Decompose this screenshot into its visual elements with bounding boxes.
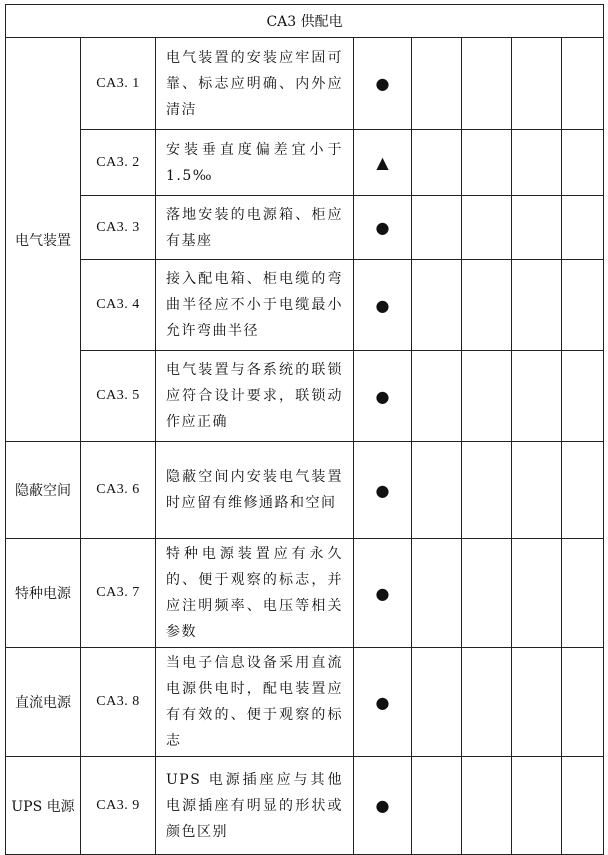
empty-cell (462, 351, 512, 442)
table-row (6, 351, 604, 442)
table-row (6, 260, 604, 351)
empty-cell (462, 38, 512, 130)
description-cell: 电气装置与各系统的联锁应符合设计要求，联锁动作应正确 (156, 351, 354, 442)
code-cell: CA3. 4 (81, 260, 156, 351)
category-cell: 隐蔽空间 (6, 442, 81, 539)
empty-cell (512, 757, 562, 855)
mark-cell: ● (354, 442, 412, 539)
mark-cell: ● (354, 196, 412, 260)
code-cell: CA3. 6 (81, 442, 156, 539)
empty-cell (512, 351, 562, 442)
empty-cell (512, 130, 562, 196)
code-cell: CA3. 3 (81, 196, 156, 260)
code-cell: CA3. 1 (81, 38, 156, 130)
empty-cell (562, 648, 604, 757)
mark-cell: ● (354, 757, 412, 855)
table-row (6, 196, 604, 260)
empty-cell (562, 38, 604, 130)
empty-cell (462, 757, 512, 855)
code-cell: CA3. 8 (81, 648, 156, 757)
empty-cell (562, 351, 604, 442)
table-row (6, 648, 604, 757)
empty-cell (462, 648, 512, 757)
empty-cell (412, 539, 462, 648)
empty-cell (512, 196, 562, 260)
empty-cell (412, 196, 462, 260)
table-row (6, 539, 604, 648)
description-cell: UPS 电源插座应与其他电源插座有明显的形状或颜色区别 (156, 757, 354, 855)
code-cell: CA3. 9 (81, 757, 156, 855)
mark-cell: ● (354, 539, 412, 648)
spec-table (5, 4, 604, 855)
category-cell: 特种电源 (6, 539, 81, 648)
category-cell: 直流电源 (6, 648, 81, 757)
table-row (6, 757, 604, 855)
mark-cell: ● (354, 38, 412, 130)
empty-cell (412, 351, 462, 442)
description-cell: 接入配电箱、柜电缆的弯曲半径应不小于电缆最小允许弯曲半径 (156, 260, 354, 351)
empty-cell (512, 260, 562, 351)
category-cell: 电气装置 (6, 38, 81, 442)
mark-cell: ● (354, 351, 412, 442)
description-cell: 当电子信息设备采用直流电源供电时，配电装置应有有效的、便于观察的标志 (156, 648, 354, 757)
code-cell: CA3. 2 (81, 130, 156, 196)
empty-cell (512, 38, 562, 130)
category-cell: UPS 电源 (6, 757, 81, 855)
empty-cell (512, 442, 562, 539)
empty-cell (412, 442, 462, 539)
empty-cell (412, 260, 462, 351)
empty-cell (562, 442, 604, 539)
mark-cell: ▲ (354, 130, 412, 196)
empty-cell (412, 757, 462, 855)
empty-cell (462, 442, 512, 539)
description-cell: 落地安装的电源箱、柜应有基座 (156, 196, 354, 260)
empty-cell (412, 130, 462, 196)
empty-cell (462, 130, 512, 196)
empty-cell (462, 260, 512, 351)
table-row (6, 130, 604, 196)
table-title: CA3 供配电 (6, 5, 604, 38)
table-row (6, 38, 604, 130)
code-cell: CA3. 7 (81, 539, 156, 648)
table-row (6, 442, 604, 539)
empty-cell (412, 648, 462, 757)
empty-cell (462, 196, 512, 260)
empty-cell (512, 648, 562, 757)
empty-cell (562, 130, 604, 196)
description-cell: 隐蔽空间内安装电气装置时应留有维修通路和空间 (156, 442, 354, 539)
table-header-row (6, 5, 604, 38)
empty-cell (562, 539, 604, 648)
mark-cell: ● (354, 260, 412, 351)
description-cell: 特种电源装置应有永久的、便于观察的标志，并应注明频率、电压等相关参数 (156, 539, 354, 648)
code-cell: CA3. 5 (81, 351, 156, 442)
empty-cell (562, 260, 604, 351)
empty-cell (562, 757, 604, 855)
empty-cell (412, 38, 462, 130)
mark-cell: ● (354, 648, 412, 757)
empty-cell (462, 539, 512, 648)
description-cell: 电气装置的安装应牢固可靠、标志应明确、内外应清洁 (156, 38, 354, 130)
empty-cell (512, 539, 562, 648)
empty-cell (562, 196, 604, 260)
description-cell: 安装垂直度偏差宜小于1.5‰ (156, 130, 354, 196)
